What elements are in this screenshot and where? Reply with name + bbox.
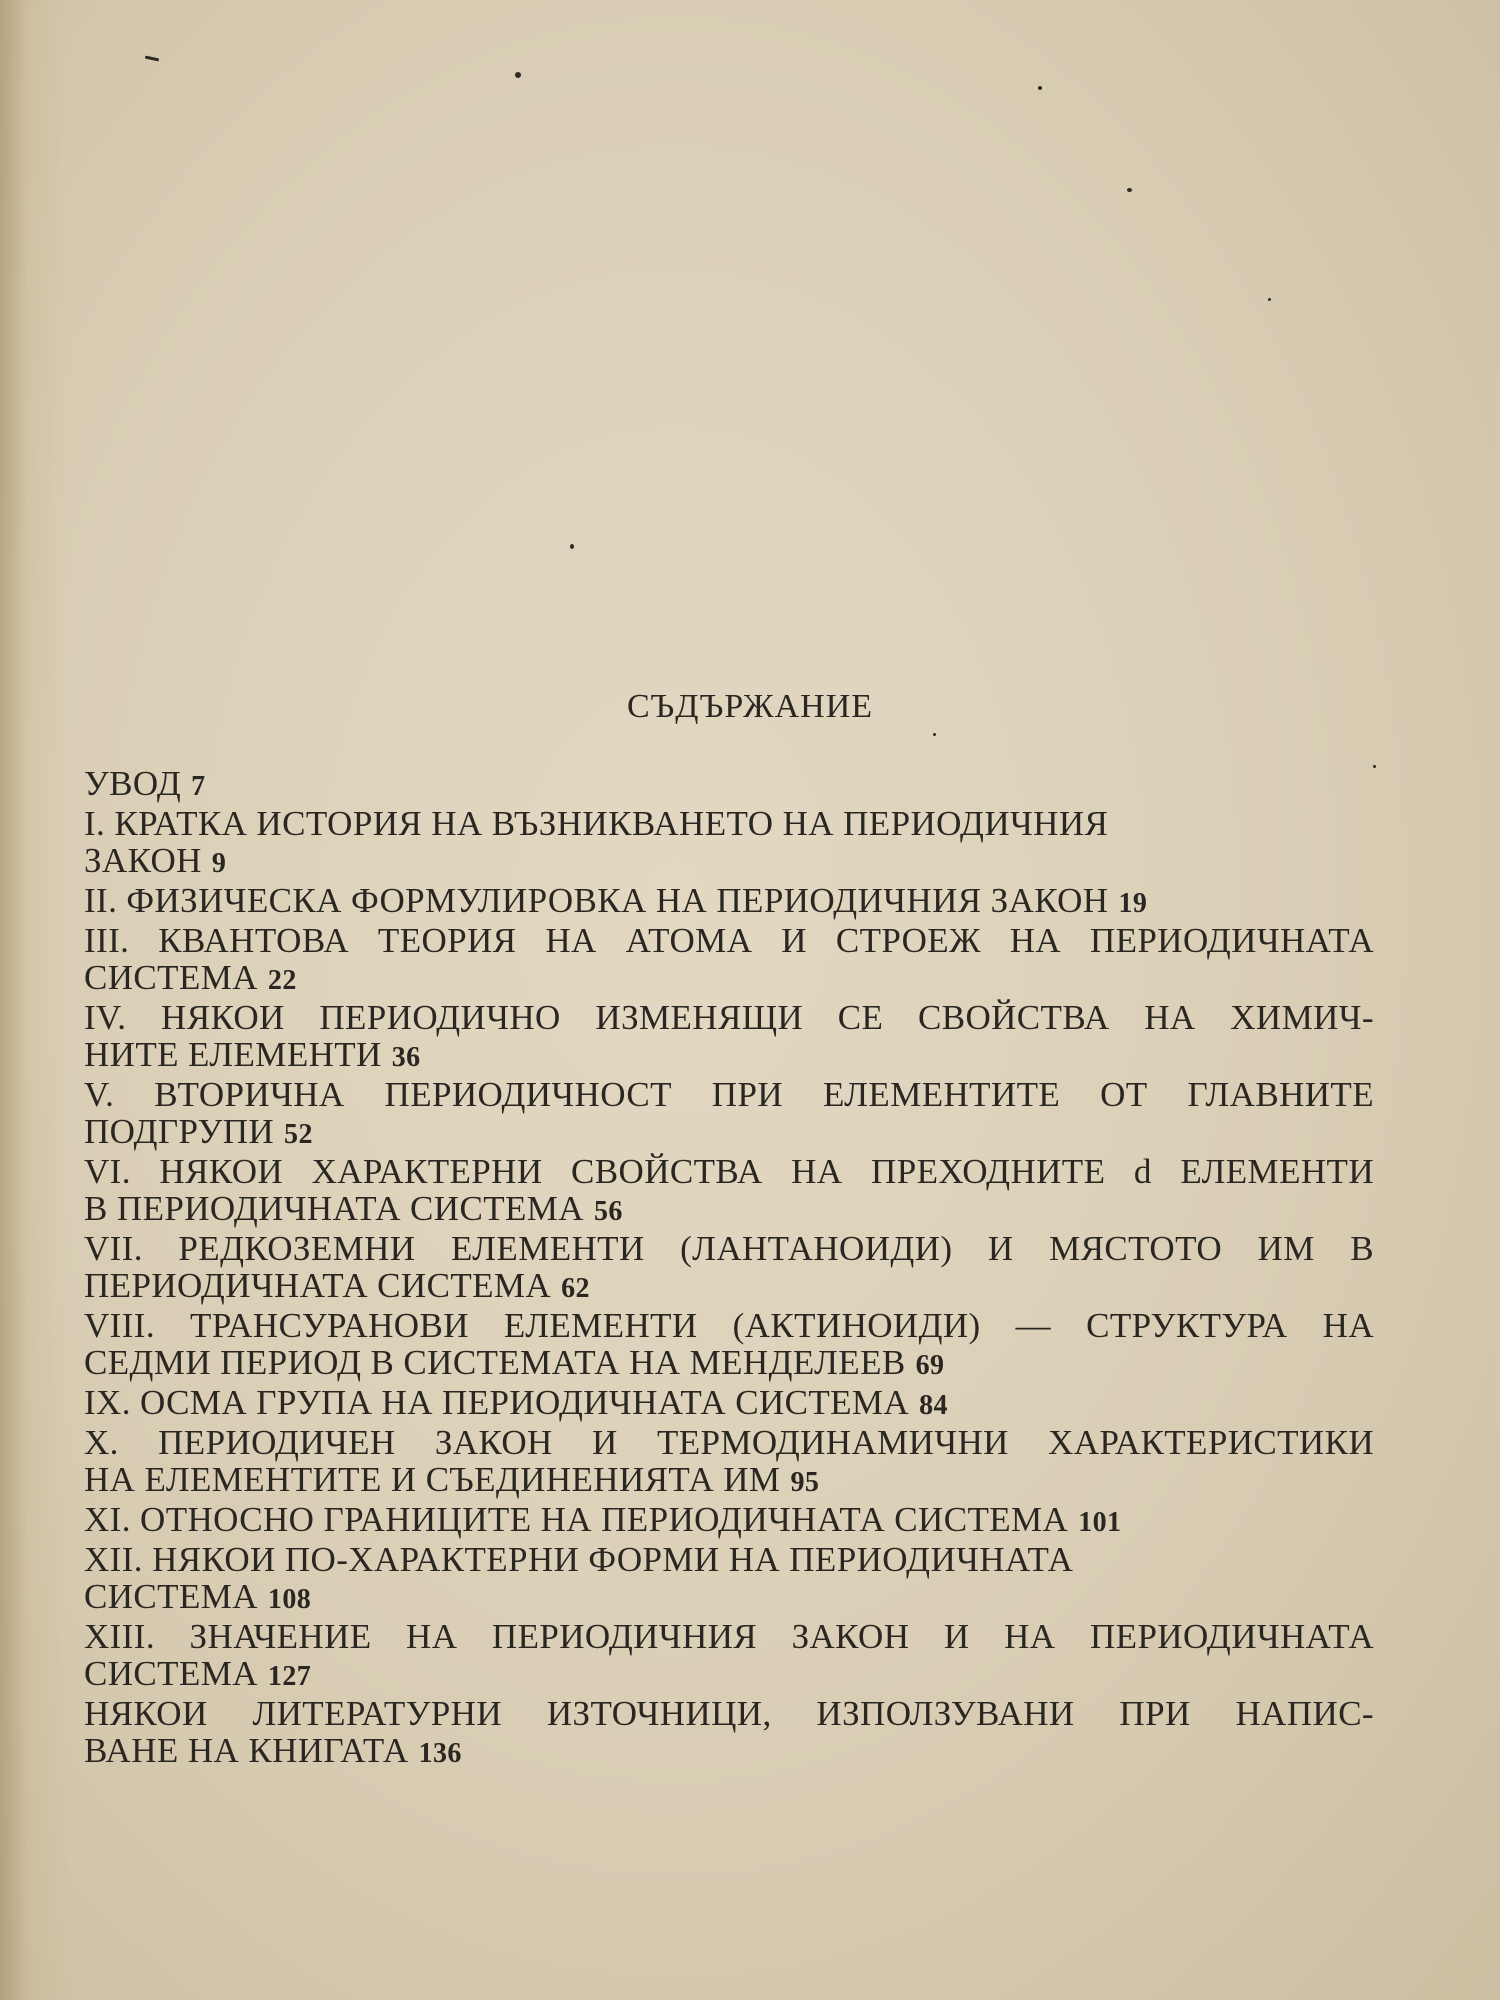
toc-line xyxy=(84,882,1374,922)
toc-line xyxy=(84,765,1374,805)
toc-line xyxy=(84,1344,1374,1384)
toc-line: VIII. ТРАНСУРАНОВИ ЕЛЕМЕНТИ (АКТИНОИДИ) — СТРУКТУРА НА xyxy=(84,1306,1374,1345)
toc-line: IV. НЯКОИ ПЕРИОДИЧНО ИЗМЕНЯЩИ СЕ СВОЙСТВА НА ХИМИЧ- xyxy=(84,998,1374,1037)
toc-line: X. ПЕРИОДИЧЕН ЗАКОН И ТЕРМОДИНАМИЧНИ ХАРАКТЕРИСТИКИ xyxy=(84,1423,1374,1462)
toc-line: НЯКОИ ЛИТЕРАТУРНИ ИЗТОЧНИЦИ, ИЗПОЛЗУВАНИ ПРИ НАПИС- xyxy=(84,1694,1374,1733)
toc-page-number: 22 xyxy=(267,965,297,996)
toc-entry xyxy=(84,1695,1374,1772)
toc-entry-text: УВОД xyxy=(84,764,182,803)
toc-line xyxy=(84,1501,1374,1541)
table-of-contents xyxy=(84,765,1374,1772)
toc-line: V. ВТОРИЧНА ПЕРИОДИЧНОСТ ПРИ ЕЛЕМЕНТИТЕ ОТ ГЛАВНИТЕ xyxy=(84,1075,1374,1114)
toc-line: XII. НЯКОИ ПО-ХАРАКТЕРНИ ФОРМИ НА ПЕРИОДИЧНАТА xyxy=(84,1540,1074,1579)
toc-line xyxy=(84,1732,1374,1772)
toc-entry xyxy=(84,1618,1374,1695)
toc-page-number: 9 xyxy=(211,848,227,879)
toc-page-number: 7 xyxy=(191,771,206,802)
toc-entry xyxy=(84,1384,1374,1424)
toc-page-number: 19 xyxy=(1118,888,1148,919)
toc-line: III. КВАНТОВА ТЕОРИЯ НА АТОМА И СТРОЕЖ НА ПЕРИОДИЧНАТА xyxy=(84,921,1374,960)
toc-entry-text: НИТЕ ЕЛЕМЕНТИ xyxy=(84,1035,382,1074)
toc-entry xyxy=(84,1153,1374,1230)
paper-speck xyxy=(1038,86,1042,90)
toc-page-number: 127 xyxy=(267,1661,312,1692)
toc-entry-text: СЕДМИ ПЕРИОД В СИСТЕМАТА НА МЕНДЕЛЕЕВ xyxy=(84,1343,906,1382)
toc-line: I. КРАТКА ИСТОРИЯ НА ВЪЗНИКВАНЕТО НА ПЕРИОДИЧНИЯ xyxy=(84,804,1109,843)
toc-entry xyxy=(84,999,1374,1076)
toc-line xyxy=(84,1036,1374,1076)
toc-entry xyxy=(84,805,1374,882)
toc-entry-text: II. ФИЗИЧЕСКА ФОРМУЛИРОВКА НА ПЕРИОДИЧНИЯ ЗАКОН xyxy=(84,881,1109,920)
toc-page-number: 36 xyxy=(391,1042,421,1073)
toc-entry-text: ПЕРИОДИЧНАТА СИСТЕМА xyxy=(84,1266,552,1305)
toc-page-number: 56 xyxy=(593,1196,623,1227)
toc-entry xyxy=(84,882,1374,922)
toc-entry-text: НА ЕЛЕМЕНТИТЕ И СЪЕДИНЕНИЯТА ИМ xyxy=(84,1460,781,1499)
toc-entry-text: СИСТЕМА xyxy=(84,1654,258,1693)
toc-entry-text: СИСТЕМА xyxy=(84,958,258,997)
paper-speck xyxy=(515,72,521,78)
toc-line: XIII. ЗНАЧЕНИЕ НА ПЕРИОДИЧНИЯ ЗАКОН И НА ПЕРИОДИЧНАТА xyxy=(84,1617,1374,1656)
toc-line xyxy=(84,1190,1374,1230)
paper-speck xyxy=(145,56,159,62)
toc-page-number: 108 xyxy=(267,1584,312,1615)
toc-page-number: 101 xyxy=(1078,1507,1122,1538)
toc-page-number: 136 xyxy=(418,1738,462,1769)
toc-entry xyxy=(84,922,1374,999)
toc-line xyxy=(84,959,1374,999)
toc-page-number: 69 xyxy=(915,1350,945,1381)
toc-entry-text: СИСТЕМА xyxy=(84,1577,258,1616)
toc-line xyxy=(84,1267,1374,1307)
toc-entry xyxy=(84,765,1374,805)
toc-entry-text: В ПЕРИОДИЧНАТА СИСТЕМА xyxy=(84,1189,584,1228)
toc-entry-text: IX. ОСМА ГРУПА НА ПЕРИОДИЧНАТА СИСТЕМА xyxy=(84,1383,910,1422)
toc-entry xyxy=(84,1501,1374,1541)
toc-entry xyxy=(84,1541,1374,1618)
toc-line xyxy=(84,1113,1374,1153)
toc-line xyxy=(84,1655,1374,1695)
paper-speck xyxy=(1268,298,1271,301)
toc-line xyxy=(84,1578,1374,1618)
toc-entry xyxy=(84,1307,1374,1384)
toc-line xyxy=(84,1384,1374,1424)
toc-line xyxy=(84,842,1374,882)
toc-entry xyxy=(84,1076,1374,1153)
toc-line xyxy=(84,1461,1374,1501)
toc-entry-text: XI. ОТНОСНО ГРАНИЦИТЕ НА ПЕРИОДИЧНАТА СИСТЕМА xyxy=(84,1500,1069,1539)
toc-page-number: 84 xyxy=(919,1390,948,1421)
toc-entry xyxy=(84,1230,1374,1307)
toc-page-number: 95 xyxy=(790,1467,820,1498)
toc-line: VI. НЯКОИ ХАРАКТЕРНИ СВОЙСТВА НА ПРЕХОДНИТЕ d ЕЛЕМЕНТИ xyxy=(84,1152,1374,1191)
paper-speck xyxy=(570,544,574,549)
toc-title: СЪДЪРЖАНИЕ xyxy=(626,688,874,725)
toc-page-number: 52 xyxy=(284,1119,313,1150)
toc-entry-text: ВАНЕ НА КНИГАТА xyxy=(84,1731,409,1770)
toc-entry-text: ПОДГРУПИ xyxy=(84,1112,275,1151)
paper-speck xyxy=(933,733,936,736)
toc-entry-text: ЗАКОН xyxy=(84,841,202,880)
toc-line: VII. РЕДКОЗЕМНИ ЕЛЕМЕНТИ (ЛАНТАНОИДИ) И МЯСТОТО ИМ В xyxy=(84,1229,1374,1268)
toc-entry xyxy=(84,1424,1374,1501)
toc-page-number: 62 xyxy=(561,1273,590,1304)
paper-speck xyxy=(1127,188,1132,192)
